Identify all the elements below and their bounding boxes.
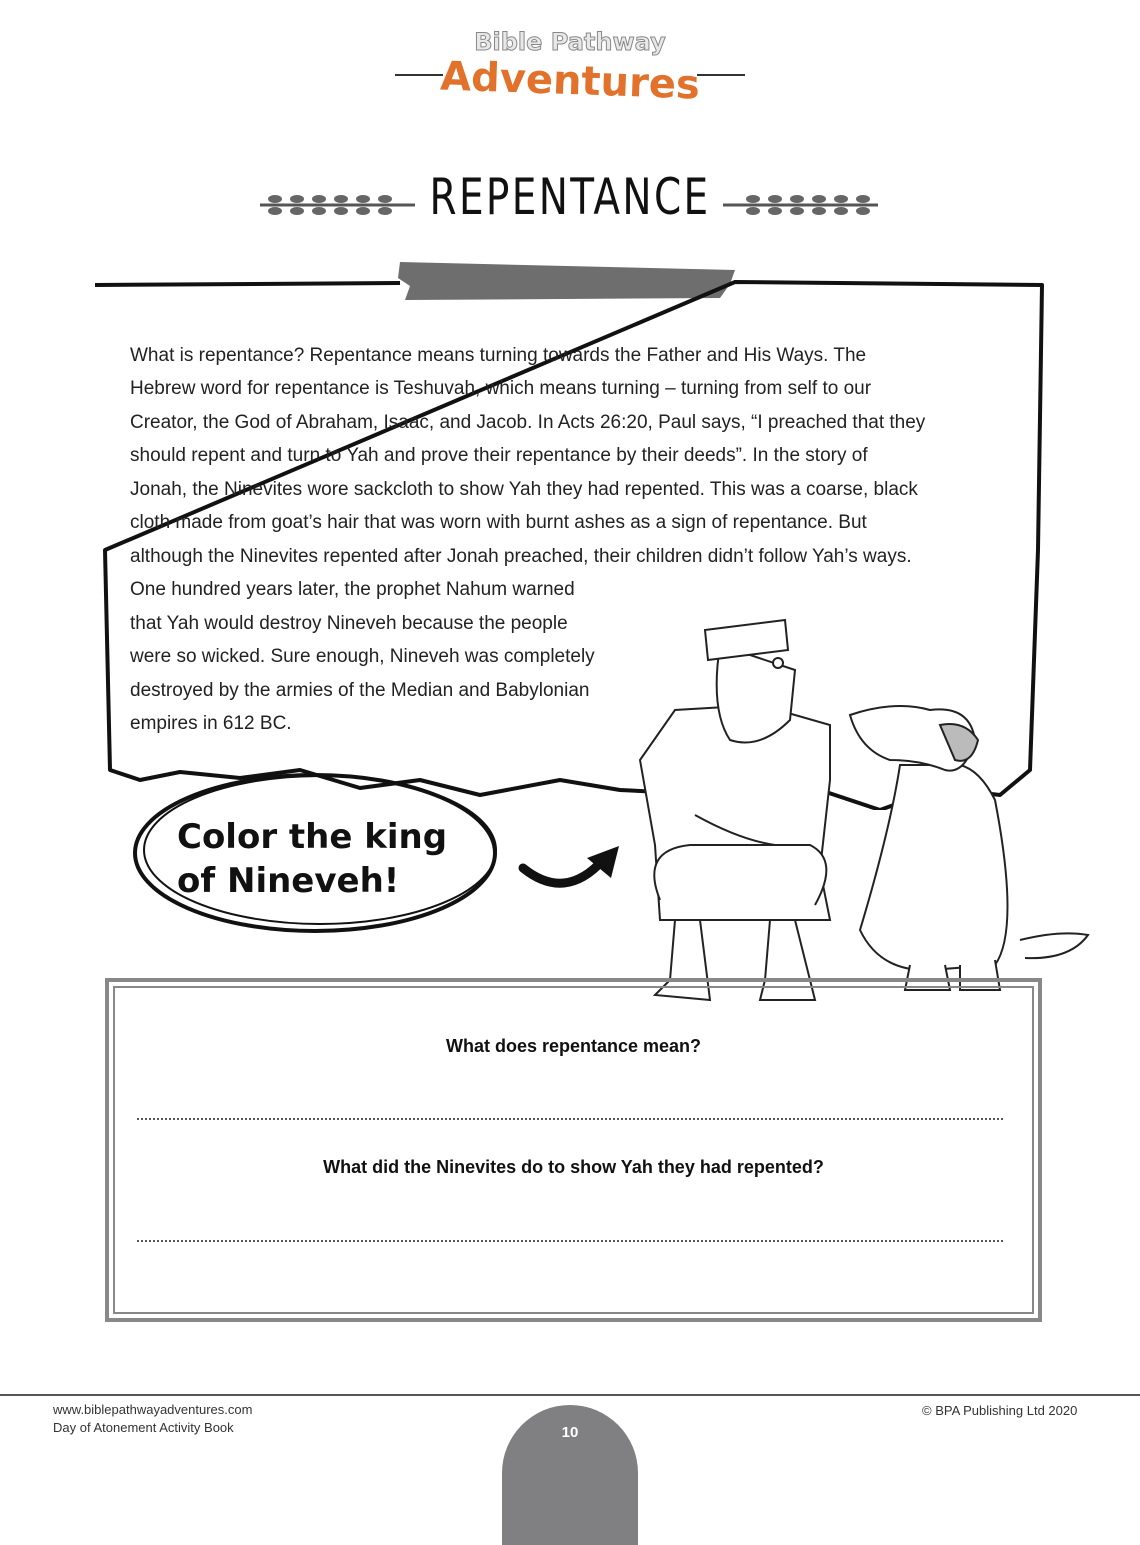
question-box bbox=[105, 978, 1042, 1322]
footer-book-title: Day of Atonement Activity Book bbox=[53, 1420, 234, 1435]
logo-line1: Bible Pathway bbox=[474, 28, 666, 56]
body-line: should repent and turn to Yah and prove their repentance by their deeds”. In the story of bbox=[130, 445, 868, 466]
body-line: What is repentance? Repentance means turning towards the Father and His Ways. The bbox=[130, 345, 867, 366]
body-line: Hebrew word for repentance is Teshuvah, which means turning – turning from self to our bbox=[130, 378, 872, 399]
callout-text bbox=[177, 815, 447, 903]
body-line: One hundred years later, the prophet Nahum warned bbox=[130, 579, 575, 600]
king-and-dog-illustration bbox=[600, 600, 1100, 1020]
callout-line2: of Nineveh! bbox=[177, 861, 400, 901]
body-line: were so wicked. Sure enough, Nineveh was completely bbox=[130, 646, 595, 667]
question-2: What did the Ninevites do to show Yah they had repented? bbox=[323, 1157, 824, 1177]
vine-right-icon bbox=[718, 190, 883, 220]
answer-line-2[interactable] bbox=[137, 1240, 1003, 1242]
body-line: although the Ninevites repented after Jonah preached, their children didn’t follow Yah’s ways. bbox=[130, 546, 912, 567]
body-line: cloth made from goat’s hair that was worn with burnt ashes as a sign of repentance. But bbox=[130, 512, 867, 533]
answer-line-1[interactable] bbox=[137, 1118, 1003, 1120]
footer-divider bbox=[0, 1394, 1140, 1396]
body-line: destroyed by the armies of the Median and Babylonian bbox=[130, 680, 590, 701]
footer-website: www.biblepathwayadventures.com bbox=[53, 1402, 253, 1417]
page-number: 10 bbox=[502, 1405, 638, 1545]
body-line: that Yah would destroy Nineveh because the people bbox=[130, 613, 568, 634]
body-line: empires in 612 BC. bbox=[130, 713, 292, 734]
body-line: Jonah, the Ninevites wore sackcloth to show Yah they had repented. This was a coarse, black bbox=[130, 479, 918, 500]
page-title: REPENTANCE bbox=[429, 168, 711, 226]
callout-line1: Color the king bbox=[177, 817, 448, 857]
footer-copyright: © BPA Publishing Ltd 2020 bbox=[922, 1403, 1078, 1418]
logo-line2: Adventures bbox=[439, 53, 701, 109]
body-line: Creator, the God of Abraham, Isaac, and Jacob. In Acts 26:20, Paul says, “I preached that they bbox=[130, 412, 926, 433]
question-1: What does repentance mean? bbox=[445, 1036, 702, 1056]
